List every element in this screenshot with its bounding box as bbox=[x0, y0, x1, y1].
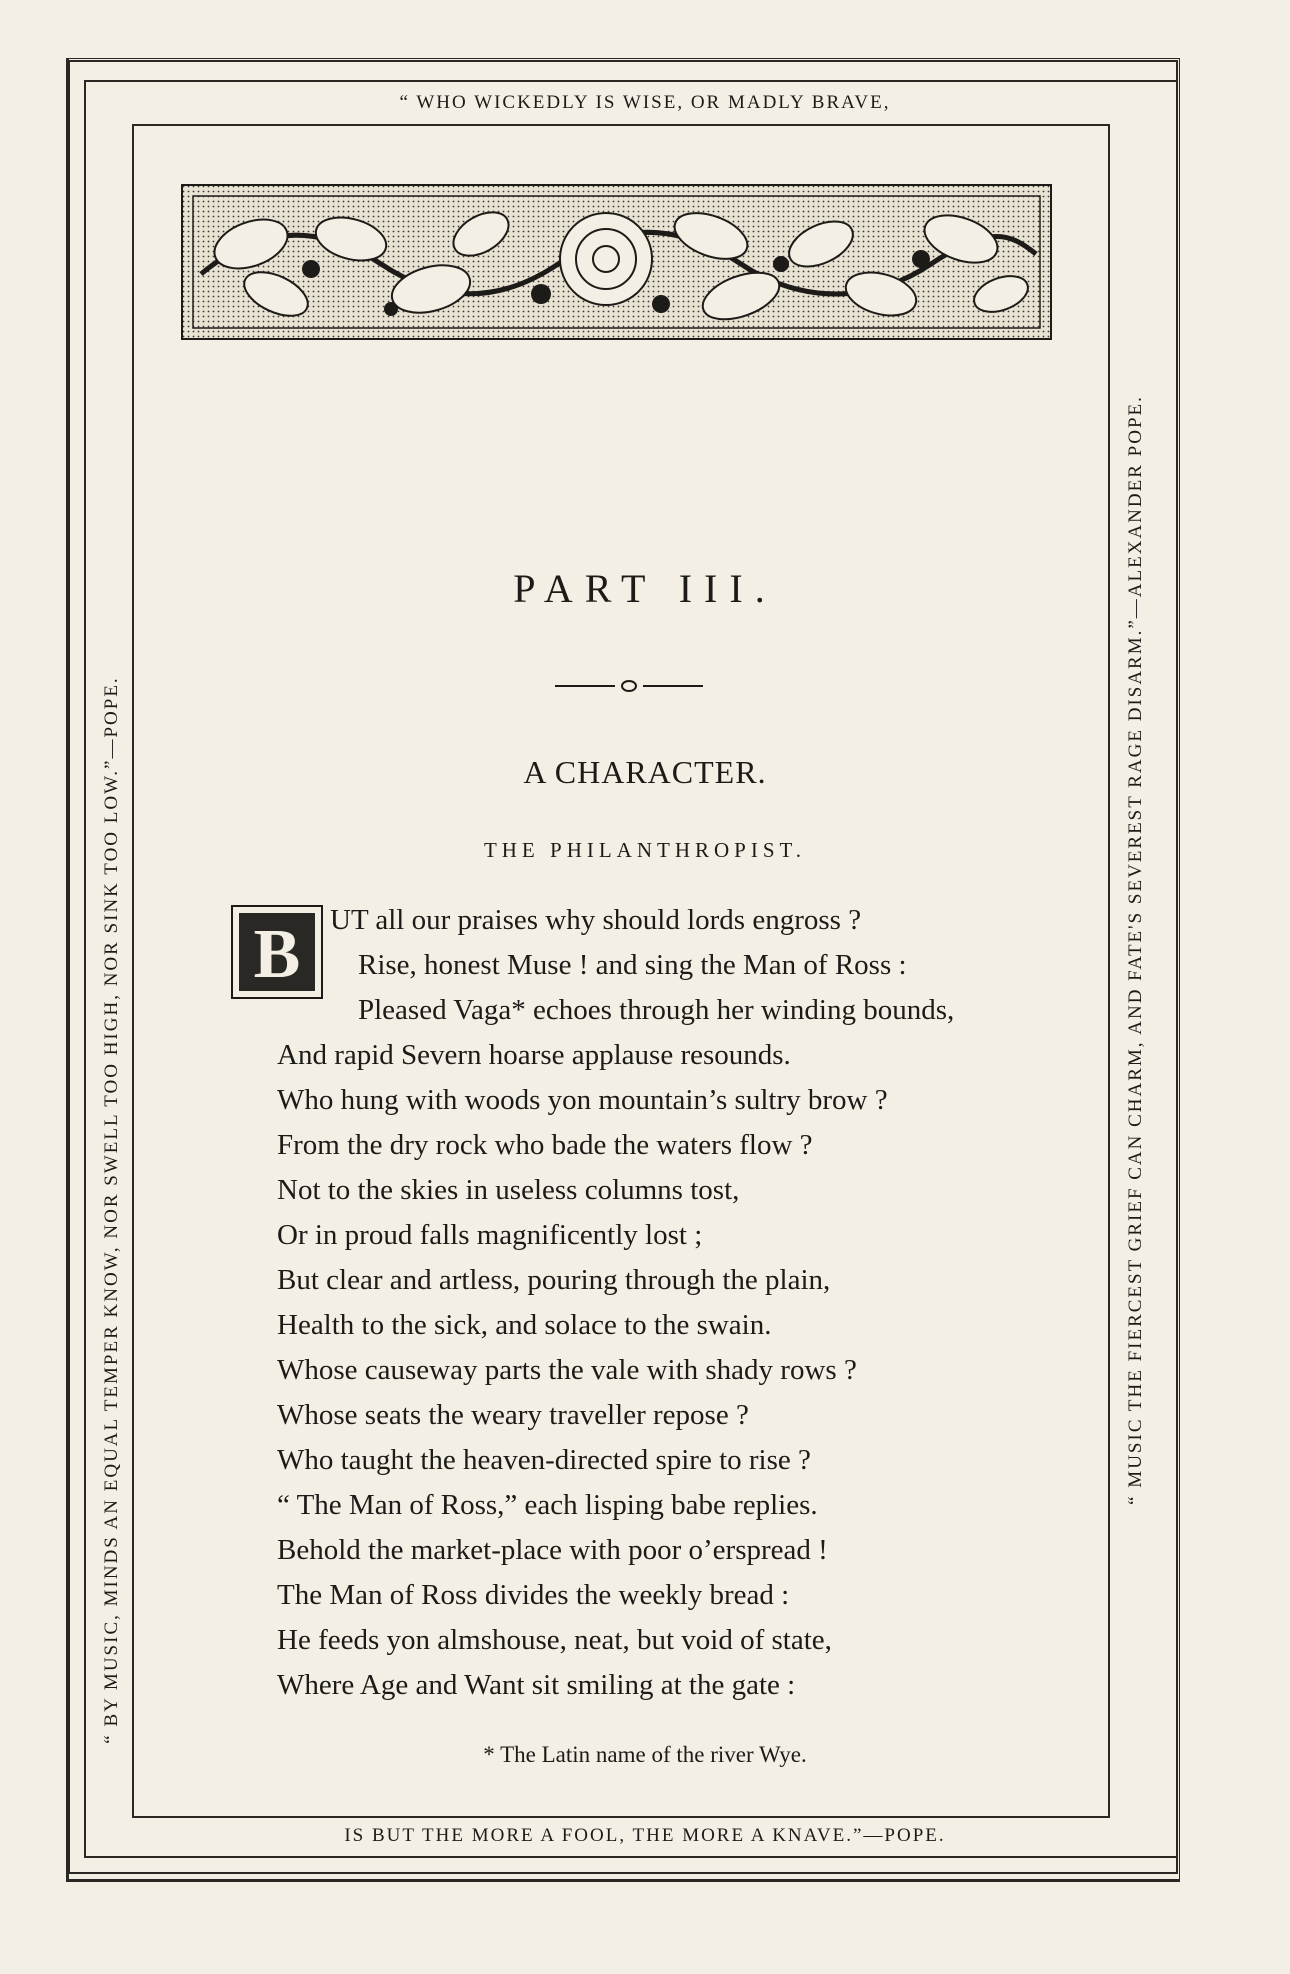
verse-line: Pleased Vaga* echoes through her winding bounds, bbox=[358, 994, 955, 1026]
verse-line: Whose causeway parts the vale with shady rows ? bbox=[277, 1354, 857, 1386]
verse-line: Or in proud falls magnificently lost ; bbox=[277, 1219, 703, 1251]
verse-line: Who hung with woods yon mountain’s sultry brow ? bbox=[277, 1084, 888, 1116]
verse-line: Health to the sick, and solace to the swain. bbox=[277, 1309, 772, 1341]
footnote: * The Latin name of the river Wye. bbox=[483, 1742, 807, 1767]
verse-line: Whose seats the weary traveller repose ? bbox=[277, 1399, 749, 1431]
verse-line: And rapid Severn hoarse applause resounds. bbox=[277, 1039, 791, 1071]
illuminated-drop-cap bbox=[231, 905, 323, 999]
verse-line: UT all our praises why should lords engross ? bbox=[330, 904, 862, 936]
drop-cap-letter: B bbox=[253, 916, 301, 993]
border-quote-right: “ MUSIC THE FIERCEST GRIEF CAN CHARM, AND FATE'S SEVEREST RAGE DISARM.”—ALEXANDER POPE. bbox=[1125, 395, 1146, 1505]
verse-line: He feeds yon almshouse, neat, but void of state, bbox=[277, 1624, 832, 1656]
verse-line: Rise, honest Muse ! and sing the Man of Ross : bbox=[358, 949, 907, 981]
border-quote-left: “ BY MUSIC, MINDS AN EQUAL TEMPER KNOW, NOR SWELL TOO HIGH, NOR SINK TOO LOW.”—POPE. bbox=[101, 676, 122, 1744]
verse-line: Not to the skies in useless columns tost, bbox=[277, 1174, 740, 1206]
floral-ornament-banner bbox=[181, 184, 1052, 340]
verse-line: Behold the market-place with poor o’erspread ! bbox=[277, 1534, 828, 1566]
verse-body bbox=[277, 1033, 888, 1753]
part-title: PART III. bbox=[513, 566, 777, 611]
ornamental-divider bbox=[555, 678, 703, 694]
chapter-heading: A CHARACTER. bbox=[523, 754, 767, 790]
verse-opening bbox=[330, 898, 954, 1033]
verse-line: The Man of Ross divides the weekly bread : bbox=[277, 1579, 790, 1611]
verse-line: Where Age and Want sit smiling at the gate : bbox=[277, 1669, 796, 1701]
verse-line: Who taught the heaven-directed spire to rise ? bbox=[277, 1444, 811, 1476]
border-quote-bottom: IS BUT THE MORE A FOOL, THE MORE A KNAVE.”—POPE. bbox=[344, 1825, 946, 1846]
verse-line: But clear and artless, pouring through the plain, bbox=[277, 1264, 831, 1296]
border-quote-top: “ WHO WICKEDLY IS WISE, OR MADLY BRAVE, bbox=[399, 92, 891, 113]
chapter-subheading: THE PHILANTHROPIST. bbox=[483, 838, 807, 862]
verse-line: “ The Man of Ross,” each lisping babe replies. bbox=[277, 1489, 818, 1521]
verse-line: From the dry rock who bade the waters flow ? bbox=[277, 1129, 813, 1161]
